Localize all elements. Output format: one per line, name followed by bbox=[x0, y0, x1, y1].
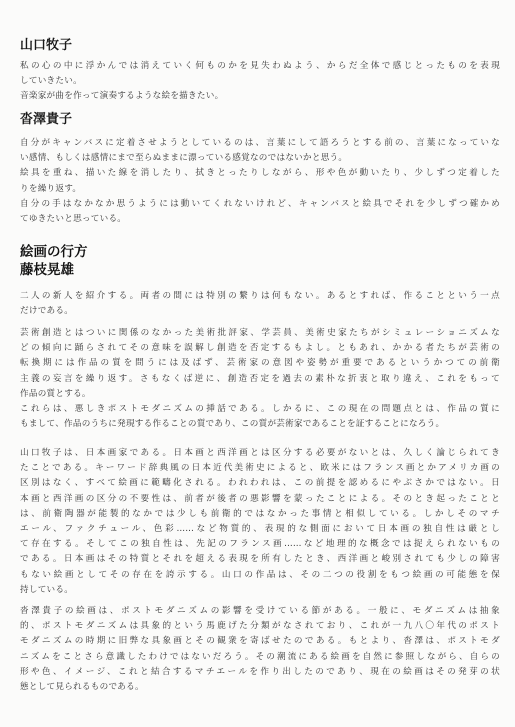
text-line: りを繰り返す。 bbox=[20, 183, 82, 194]
text-line: エール、ファクチュール、色彩……など物質的、表現的な側面において日本画の独自性は厳とし bbox=[20, 524, 500, 535]
text-line: モダニズムの時期に旧弊な具象画とその観衆を寄ばせたのである。もとより、沓澤は、ポストモダ bbox=[20, 636, 500, 647]
artist-statement-yamaguchi bbox=[20, 59, 500, 105]
essay-paragraph-1 bbox=[20, 289, 500, 319]
text-line: 自分の手はなかなか思うようには動いてくれないけれど、キャンバスと絵具でそれを少しずつ確かめ bbox=[20, 198, 500, 209]
artist-statement-kutsuzawa bbox=[20, 136, 500, 227]
text-line: これらは、悪しきポストモダニズムの挿話である。しかるに、この現在の問題点とは、作品の質に bbox=[20, 404, 500, 415]
essay-paragraph-3 bbox=[20, 446, 500, 598]
text-line: ニズムをことさら意識したわけではないだろう。その潮流にある絵画を自然に参照しながら、自らの bbox=[20, 651, 500, 662]
essay-author: 藤枝晃雄 bbox=[20, 262, 74, 278]
text-line: 区別はなく、すべて絵画に範疇化される。われわれは、この前提を認めるにやぶさかではない。日 bbox=[20, 478, 500, 489]
text-line: 音楽家が曲を作って演奏するような絵を描きたい。 bbox=[20, 91, 224, 102]
essay-paragraph-4 bbox=[20, 604, 500, 695]
text-line: 形や色、イメージ、これと結合するマチエールを作り出したのであり、現在の絵画はその発芽の状 bbox=[20, 666, 500, 677]
text-line: は、前衛陶器が能製的なかでは少しも前衛的ではなかった事情と相似している。しかしそのマチ bbox=[20, 508, 500, 519]
artist-name-yamaguchi: 山口牧子 bbox=[20, 38, 73, 53]
text-line: 主義の妄言を繰り返す。さもなくば逆に、創造否定を過去の素朴な折衷と取り違え、これをもって bbox=[20, 373, 500, 384]
text-line: もない絵画としてその存在を誇示する。山口の作品は、その二つの役割をもつ絵画の可能態を保 bbox=[20, 569, 500, 580]
text-line: 転換期には作品の質を問うには及ばず、芸術家の意図や姿勢が重要であるというかつての前衛 bbox=[20, 358, 500, 369]
text-line: 本画と西洋画の区分の不要性は、前者が後者の悪影響を蒙ったことによる。そのとき起ったことと bbox=[20, 493, 500, 504]
text-line: だけである。 bbox=[20, 306, 74, 317]
text-line: 山口牧子は、日本画家である。日本画と西洋画とは区分する必要がないとは、久しく論じられてき bbox=[20, 448, 500, 458]
text-line: していきたい。 bbox=[20, 76, 82, 87]
text-line: 二人の新人を紹介する。両者の間には特別の繋りは何もない。あるとすれば、作ることという一点 bbox=[20, 291, 500, 301]
text-line: 芸術創造とはついに関係のなかった美術批評家、学芸員、美術史家たちがシミュレーショニズムな bbox=[20, 328, 500, 338]
text-line: どの傾向に踊らされてその意味を誤解し創造を否定するもよし。ともあれ、かかる者たちが芸術の bbox=[20, 343, 500, 354]
artist-name-kutsuzawa: 沓澤貴子 bbox=[20, 112, 73, 127]
text-line: 自分がキャンバスに定着させようとしているのは、言葉にして語ろうとする前の、言葉になっていな bbox=[20, 138, 500, 148]
essay-paragraph-2 bbox=[20, 326, 500, 432]
text-line: い感情、もしくは感情にまで至らぬままに漂っている感覚なのではないかと思う。 bbox=[20, 153, 348, 164]
text-line: 持している。 bbox=[20, 584, 74, 595]
text-line: 沓澤貴子の絵画は、ポストモダニズムの影響を受けている節がある。一般に、モダニズムは抽象 bbox=[20, 606, 500, 616]
text-line: 作品の質とする。 bbox=[20, 388, 91, 399]
text-line: 絵具を重ね、描いた線を消したり、拭きとったりしながら、形や色が動いたり、少しずつ定着した bbox=[20, 168, 500, 179]
essay-title: 絵画の行方 bbox=[20, 244, 88, 260]
text-line: 私の心の中に浮かんでは消えていく何ものかを見失わぬよう、からだ全体で感じとったものを表現 bbox=[20, 61, 500, 71]
text-line: 的、ポストモダニズムは具象的という馬鹿げた分類がなされており、これが一九八〇年代のポスト bbox=[20, 621, 500, 632]
text-line: てゆきたいと思っている。 bbox=[20, 214, 127, 225]
text-line: たことである。キーワード辞典風の日本近代美術史によると、欧米にはフランス画とかアメリカ画の bbox=[20, 463, 500, 474]
text-line: 態として見られるものである。 bbox=[20, 682, 144, 693]
text-line: である。日本画はその特質とそれを超える表現を所有したとき、西洋画と峻別されても少しの障害 bbox=[20, 554, 500, 565]
text-line: もまして、作品のうちに発現する作ることの質であり、この質が芸術家であることを証することになろう。 bbox=[20, 419, 445, 430]
text-line: て存在する。そしてこの独自性は、先記のフランス画……など地理的な概念では捉えられないもの bbox=[20, 539, 500, 550]
